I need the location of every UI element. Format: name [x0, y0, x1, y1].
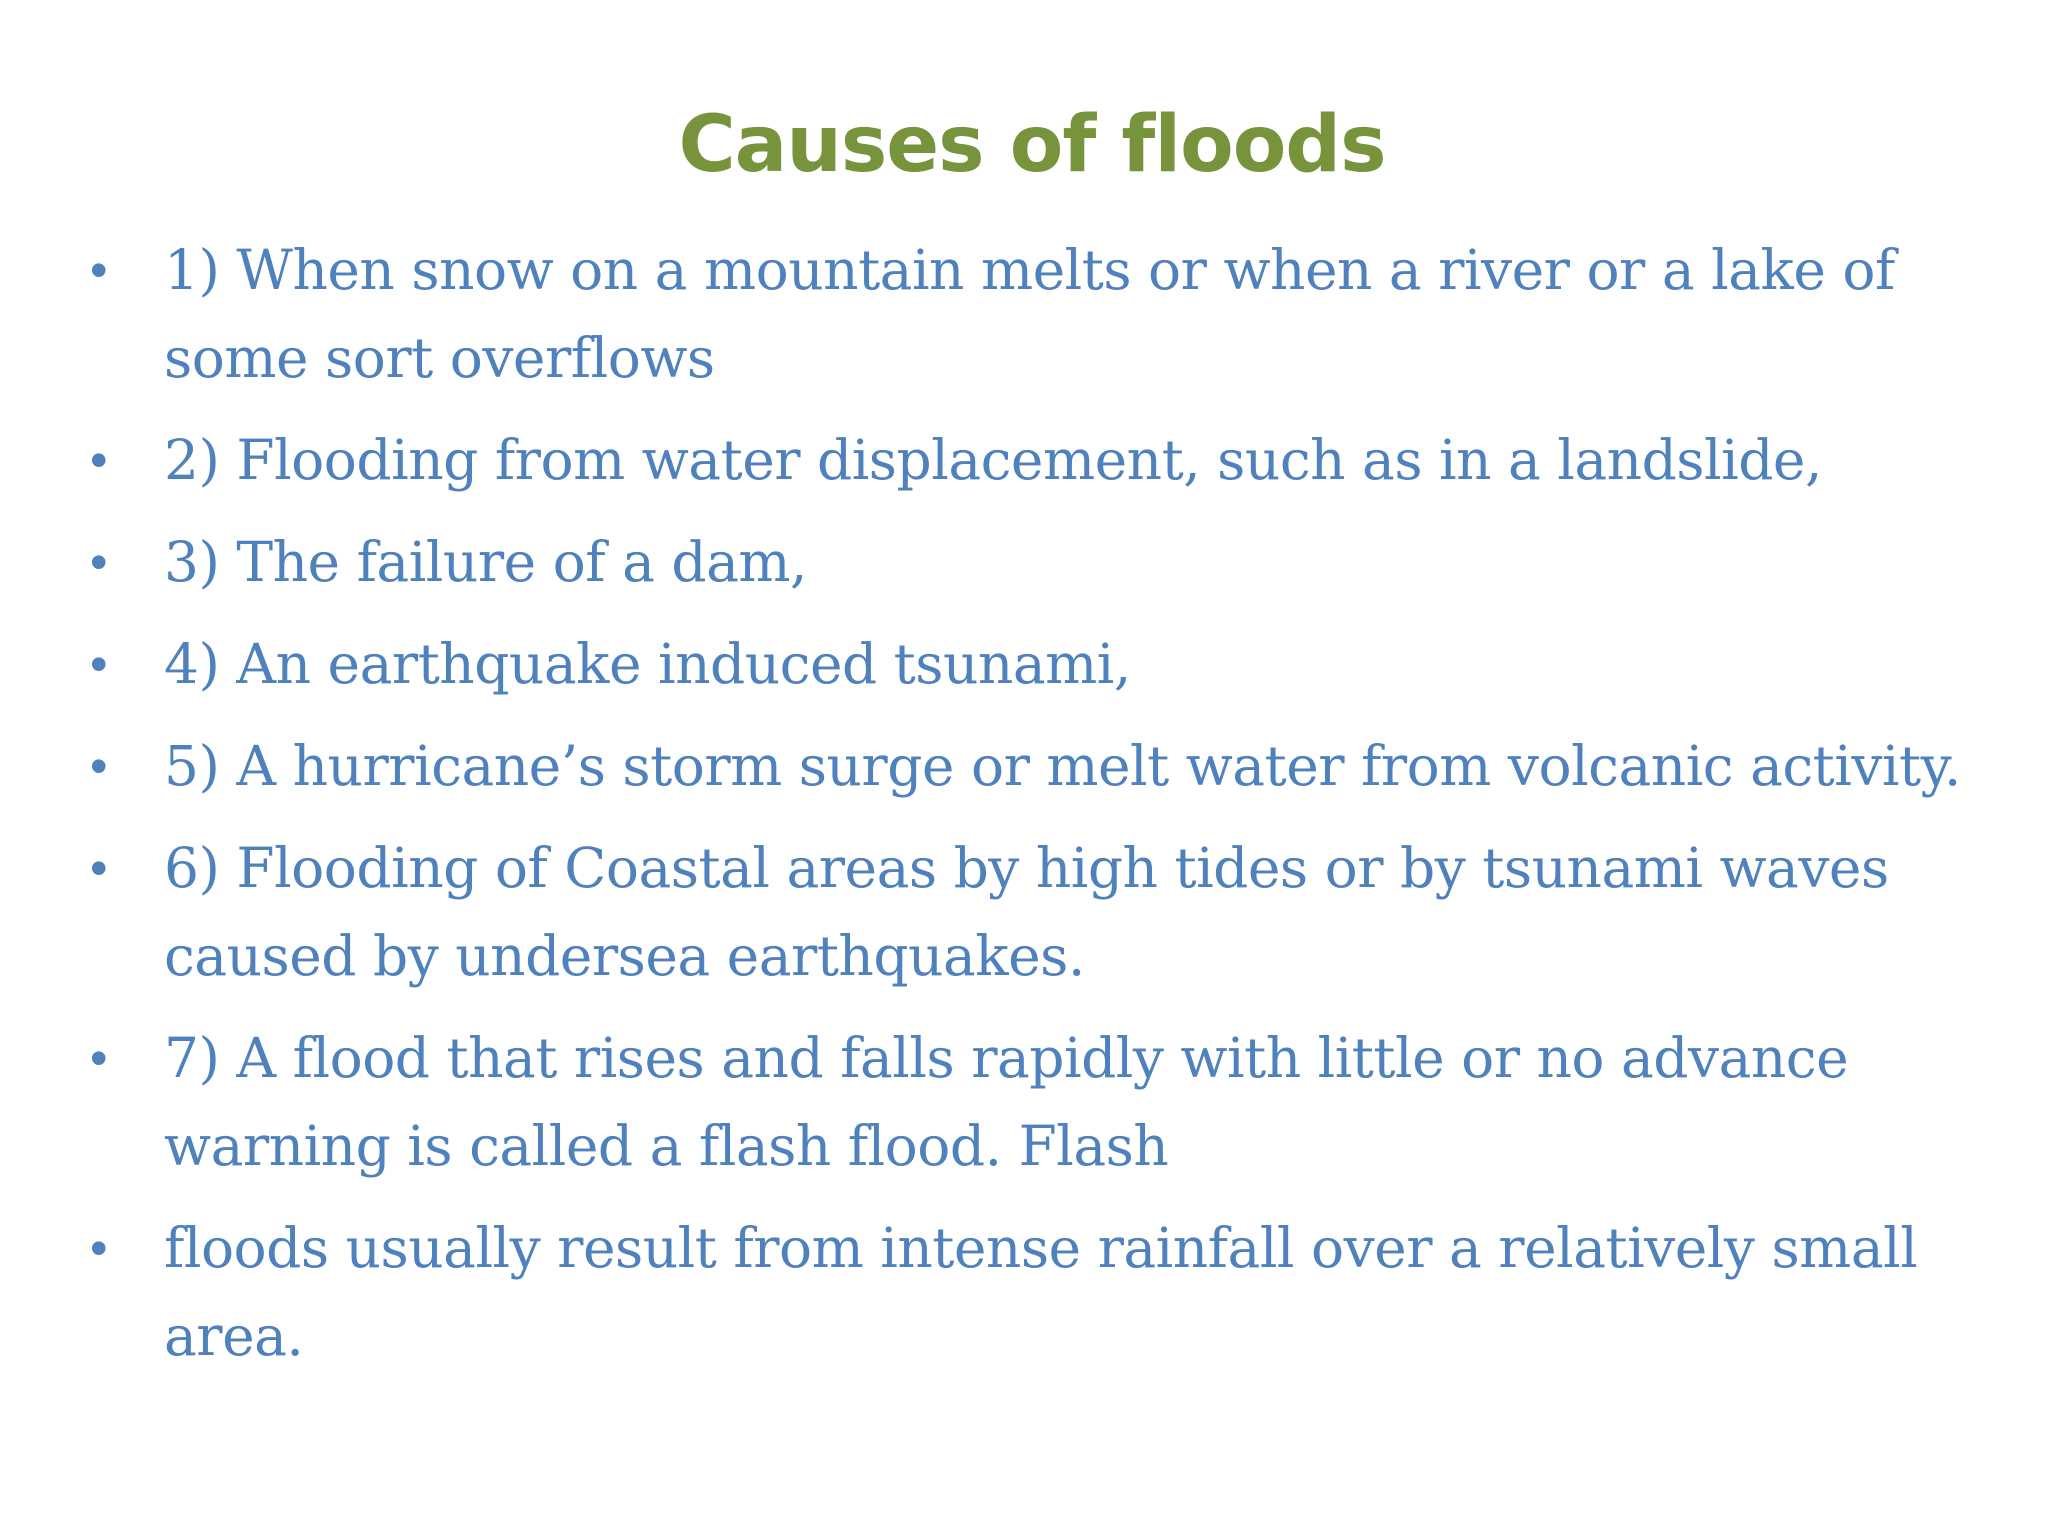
bullet-text: 3) The failure of a dam, [164, 530, 808, 594]
list-item [90, 620, 2010, 708]
bullet-text: 4) An earthquake induced tsunami, [164, 632, 1131, 696]
bullet-icon: • [90, 534, 108, 590]
bullet-list [90, 226, 2010, 1394]
bullet-text: 2) Flooding from water displacement, such as in a landslide, [164, 428, 1822, 492]
bullet-icon: • [90, 1030, 108, 1086]
bullet-text: 7) A flood that rises and falls rapidly with little or no advance warning is called a flash flood. Flash [164, 1026, 1849, 1178]
bullet-icon: • [90, 242, 108, 298]
bullet-text: 1) When snow on a mountain melts or when a river or a lake of some sort overflows [164, 238, 1895, 390]
list-item [90, 1204, 2010, 1380]
list-item [90, 416, 2010, 504]
list-item [90, 722, 2010, 810]
bullet-icon: • [90, 840, 108, 896]
bullet-text: floods usually result from intense rainfall over a relatively small area. [164, 1216, 1918, 1368]
slide-title: Causes of floods [678, 100, 1386, 190]
bullet-text: 6) Flooding of Coastal areas by high tides or by tsunami waves caused by undersea earthquakes. [164, 836, 1889, 988]
bullet-text: 5) A hurricane’s storm surge or melt water from volcanic activity. [164, 734, 1961, 798]
bullet-icon: • [90, 636, 108, 692]
list-item [90, 226, 2010, 402]
bullet-icon: • [90, 1220, 108, 1276]
bullet-icon: • [90, 432, 108, 488]
list-item [90, 518, 2010, 606]
bullet-icon: • [90, 738, 108, 794]
list-item [90, 824, 2010, 1000]
list-item [90, 1014, 2010, 1190]
